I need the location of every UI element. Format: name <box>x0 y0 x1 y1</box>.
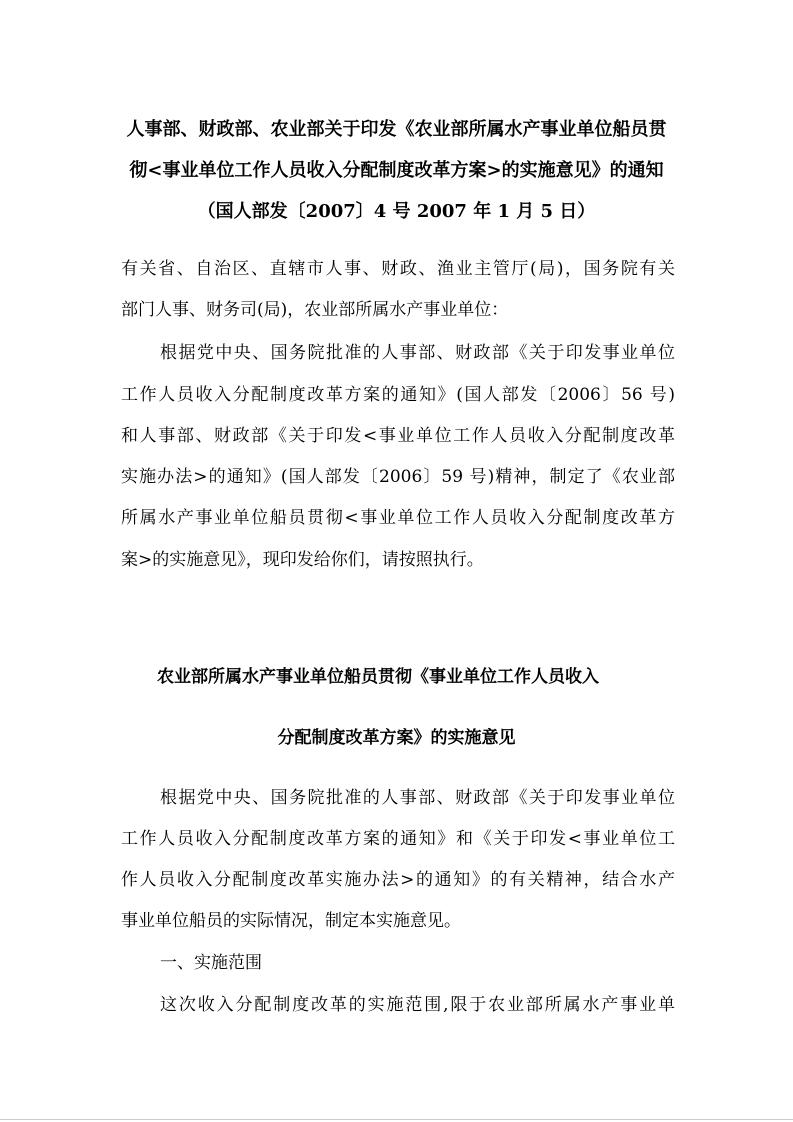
notice-title-line-3: （国人部发〔2007〕4 号 2007 年 1 月 5 日） <box>197 201 596 222</box>
page-bottom-rule <box>0 1119 793 1120</box>
notice-title-line-1: 人事部、财政部、农业部关于印发《农业部所属水产事业单位船员贯 <box>126 119 667 140</box>
opinion-heading-line-2: 分配制度改革方案》的实施意见 <box>277 728 516 748</box>
opinion-body-line-3: 作人员收入分配制度改革实施办法>的通知》的有关精神，结合水产 <box>121 870 675 890</box>
opinion-body-line-2: 工作人员收入分配制度改革方案的通知》和《关于印发<事业单位工 <box>121 829 675 849</box>
notice-title-line-2: 彻<事业单位工作人员收入分配制度改革方案>的实施意见》的通知 <box>129 160 664 181</box>
notice-body-line-4: 实施办法>的通知》(国人部发〔2006〕59 号)精神，制定了《农业部 <box>121 467 675 487</box>
opinion-heading-line-1: 农业部所属水产事业单位船员贯彻《事业单位工作人员收入 <box>157 667 599 687</box>
notice-body-line-1: 根据党中央、国务院批准的人事部、财政部《关于印发事业单位 <box>160 343 675 363</box>
section-1-heading: 一、实施范围 <box>160 953 262 973</box>
section-1-body-line-1: 这次收入分配制度改革的实施范围,限于农业部所属水产事业单 <box>160 995 675 1015</box>
notice-body-line-2: 工作人员收入分配制度改革方案的通知》(国人部发〔2006〕56 号) <box>121 385 675 405</box>
addressee-line-1: 有关省、自治区、直辖市人事、财政、渔业主管厅(局)，国务院有关 <box>121 259 675 279</box>
notice-body-line-5: 所属水产事业单位船员贯彻<事业单位工作人员收入分配制度改革方 <box>121 508 675 528</box>
opinion-body-line-1: 根据党中央、国务院批准的人事部、财政部《关于印发事业单位 <box>160 788 675 808</box>
notice-body-line-6: 案>的实施意见》，现印发给你们，请按照执行。 <box>121 550 484 570</box>
opinion-body-line-4: 事业单位船员的实际情况，制定本实施意见。 <box>121 911 461 931</box>
notice-body-line-3: 和人事部、财政部《关于印发<事业单位工作人员收入分配制度改革 <box>121 426 675 446</box>
addressee-line-2: 部门人事、财务司(局)，农业部所属水产事业单位： <box>121 300 509 320</box>
